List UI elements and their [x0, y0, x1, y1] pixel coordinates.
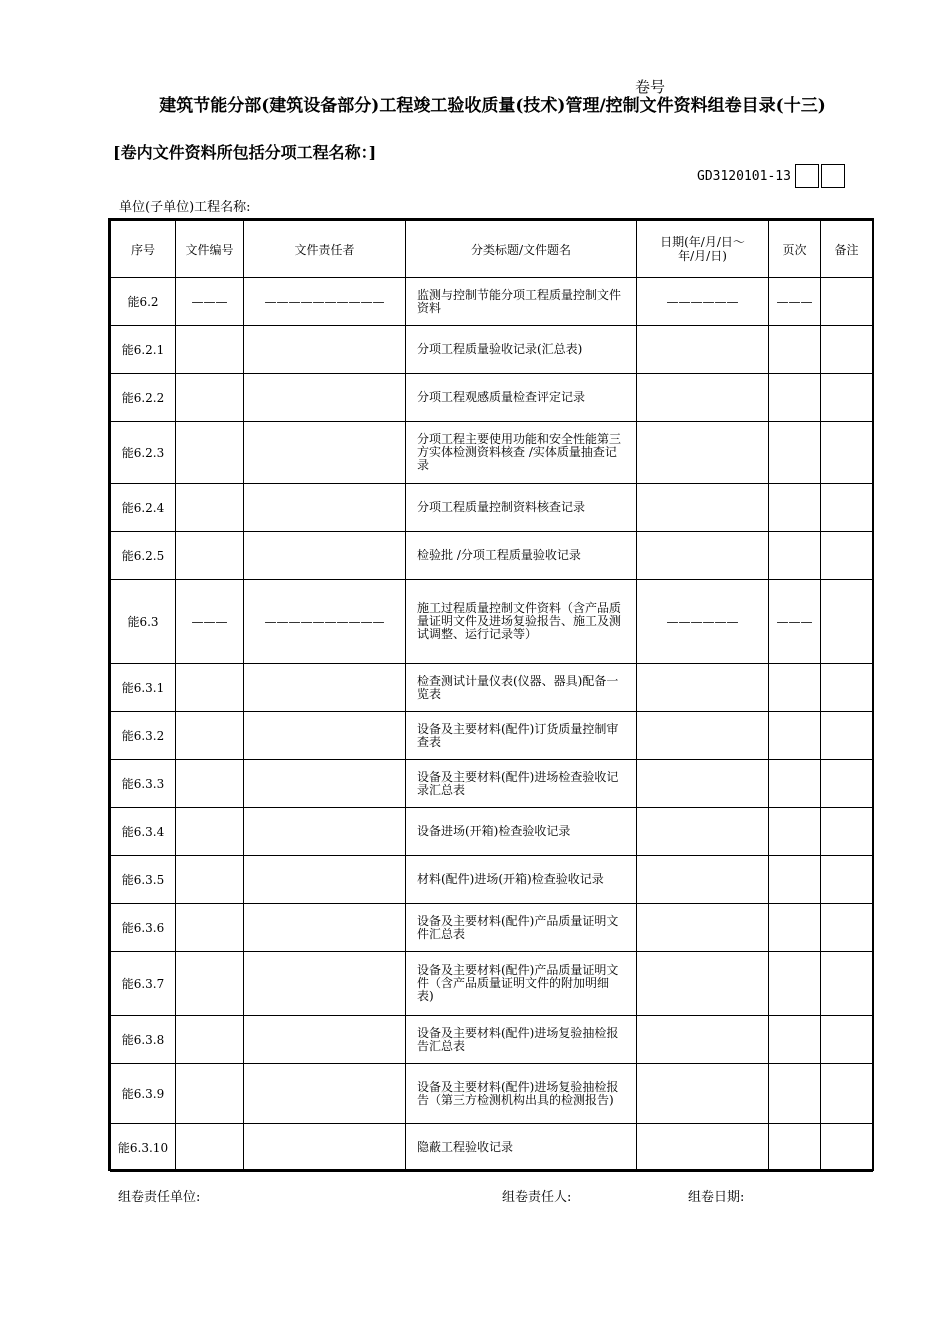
row-pages[interactable]: [769, 1016, 821, 1064]
row-note[interactable]: [821, 532, 873, 580]
row-no: 能6.3.6: [111, 904, 176, 952]
row-note[interactable]: [821, 326, 873, 374]
row-pages[interactable]: [769, 326, 821, 374]
row-responsible[interactable]: [244, 422, 406, 484]
row-file-no[interactable]: [176, 484, 244, 532]
row-note[interactable]: [821, 374, 873, 422]
subitem-name-label: [卷内文件资料所包括分项工程名称：]: [113, 143, 377, 162]
row-no: 能6.3: [111, 580, 176, 664]
row-title: 检查测试计量仪表(仪器、器具)配备一览表: [406, 664, 637, 712]
row-date[interactable]: [637, 856, 769, 904]
header-title: 分类标题/文件题名: [406, 221, 637, 278]
row-responsible[interactable]: [244, 374, 406, 422]
row-note[interactable]: [821, 952, 873, 1016]
row-pages[interactable]: ———: [769, 278, 821, 326]
row-file-no[interactable]: [176, 760, 244, 808]
row-date[interactable]: [637, 952, 769, 1016]
header-pages: 页次: [769, 221, 821, 278]
row-pages[interactable]: [769, 422, 821, 484]
row-title: 设备及主要材料(配件)产品质量证明文件汇总表: [406, 904, 637, 952]
row-responsible[interactable]: ——————————: [244, 580, 406, 664]
row-date[interactable]: [637, 484, 769, 532]
row-responsible[interactable]: ——————————: [244, 278, 406, 326]
table-row: [111, 856, 873, 904]
row-pages[interactable]: [769, 374, 821, 422]
row-responsible[interactable]: [244, 1124, 406, 1172]
row-no: 能6.3.1: [111, 664, 176, 712]
row-no: 能6.3.9: [111, 1064, 176, 1124]
row-file-no[interactable]: [176, 1124, 244, 1172]
row-no: 能6.3.5: [111, 856, 176, 904]
catalog-table: [108, 218, 874, 1171]
row-note[interactable]: [821, 712, 873, 760]
header-file-no: 文件编号: [176, 221, 244, 278]
row-pages[interactable]: [769, 712, 821, 760]
row-no: 能6.3.4: [111, 808, 176, 856]
footer-person-label: 组卷责任人:: [502, 1190, 572, 1205]
table-row: [111, 760, 873, 808]
row-title: 监测与控制节能分项工程质量控制文件资料: [406, 278, 637, 326]
row-note[interactable]: [821, 1124, 873, 1172]
row-responsible[interactable]: [244, 532, 406, 580]
row-no: 能6.3.2: [111, 712, 176, 760]
row-note[interactable]: [821, 856, 873, 904]
table-row: [111, 712, 873, 760]
row-date[interactable]: [637, 664, 769, 712]
row-note[interactable]: [821, 484, 873, 532]
header-note: 备注: [821, 221, 873, 278]
row-note[interactable]: [821, 580, 873, 664]
row-title: 设备及主要材料(配件)订货质量控制审查表: [406, 712, 637, 760]
row-date[interactable]: ——————: [637, 278, 769, 326]
row-no: 能6.3.3: [111, 760, 176, 808]
row-note[interactable]: [821, 278, 873, 326]
row-title: 材料(配件)进场(开箱)检查验收记录: [406, 856, 637, 904]
row-title: 施工过程质量控制文件资料（含产品质量证明文件及进场复验报告、施工及测试调整、运行记录等）: [406, 580, 637, 664]
row-title: 分项工程质量验收记录(汇总表): [406, 326, 637, 374]
table-row: [111, 484, 873, 532]
row-no: 能6.2: [111, 278, 176, 326]
row-date[interactable]: [637, 1124, 769, 1172]
row-date[interactable]: [637, 422, 769, 484]
row-no: 能6.2.1: [111, 326, 176, 374]
table-row: [111, 422, 873, 484]
unit-project-name-label: 单位(子单位)工程名称:: [119, 200, 251, 215]
row-responsible[interactable]: [244, 484, 406, 532]
row-pages[interactable]: [769, 664, 821, 712]
row-file-no[interactable]: [176, 1064, 244, 1124]
row-file-no[interactable]: [176, 374, 244, 422]
row-file-no[interactable]: [176, 712, 244, 760]
row-date[interactable]: [637, 1064, 769, 1124]
row-pages[interactable]: [769, 484, 821, 532]
table-row: [111, 1064, 873, 1124]
row-date[interactable]: [637, 374, 769, 422]
row-pages[interactable]: [769, 856, 821, 904]
code-box-1[interactable]: [795, 164, 819, 188]
row-responsible[interactable]: [244, 760, 406, 808]
row-file-no[interactable]: [176, 664, 244, 712]
table-row: [111, 904, 873, 952]
table-row: [111, 664, 873, 712]
row-file-no[interactable]: [176, 422, 244, 484]
row-note[interactable]: [821, 422, 873, 484]
row-responsible[interactable]: [244, 664, 406, 712]
table-row: [111, 374, 873, 422]
row-date[interactable]: [637, 712, 769, 760]
row-date[interactable]: [637, 326, 769, 374]
row-title: 设备及主要材料(配件)进场复验抽检报告汇总表: [406, 1016, 637, 1064]
page-title: 建筑节能分部(建筑设备部分)工程竣工验收质量(技术)管理/控制文件资料组卷目录(十三): [159, 96, 826, 116]
row-no: 能6.3.10: [111, 1124, 176, 1172]
row-pages[interactable]: [769, 952, 821, 1016]
row-note[interactable]: [821, 664, 873, 712]
table-row: [111, 580, 873, 664]
table-row: [111, 1124, 873, 1172]
row-title: 分项工程质量控制资料核查记录: [406, 484, 637, 532]
row-file-no[interactable]: [176, 326, 244, 374]
row-file-no[interactable]: [176, 1016, 244, 1064]
row-responsible[interactable]: [244, 808, 406, 856]
row-no: 能6.2.2: [111, 374, 176, 422]
row-pages[interactable]: [769, 808, 821, 856]
row-title: 设备进场(开箱)检查验收记录: [406, 808, 637, 856]
header-no: 序号: [111, 221, 176, 278]
row-responsible[interactable]: [244, 712, 406, 760]
row-date[interactable]: [637, 808, 769, 856]
row-date[interactable]: [637, 760, 769, 808]
row-title: 设备及主要材料(配件)进场复验抽检报告（第三方检测机构出具的检测报告): [406, 1064, 637, 1124]
form-code-text: GD3120101-13: [697, 168, 791, 184]
row-date[interactable]: [637, 904, 769, 952]
row-date[interactable]: [637, 532, 769, 580]
footer-date-label: 组卷日期:: [688, 1190, 745, 1205]
row-responsible[interactable]: [244, 952, 406, 1016]
row-file-no[interactable]: [176, 856, 244, 904]
row-pages[interactable]: ———: [769, 580, 821, 664]
row-date[interactable]: [637, 1016, 769, 1064]
volume-number-label: 卷号: [635, 78, 666, 96]
table-row: [111, 532, 873, 580]
code-box-2[interactable]: [821, 164, 845, 188]
row-note[interactable]: [821, 808, 873, 856]
table-row: [111, 278, 873, 326]
row-no: 能6.3.8: [111, 1016, 176, 1064]
footer-unit-label: 组卷责任单位:: [118, 1190, 201, 1205]
row-no: 能6.3.7: [111, 952, 176, 1016]
row-responsible[interactable]: [244, 326, 406, 374]
row-file-no[interactable]: ———: [176, 278, 244, 326]
row-note[interactable]: [821, 760, 873, 808]
row-note[interactable]: [821, 1064, 873, 1124]
row-responsible[interactable]: [244, 904, 406, 952]
row-date[interactable]: ——————: [637, 580, 769, 664]
table-header-row: [111, 221, 873, 278]
row-no: 能6.2.5: [111, 532, 176, 580]
table-row: [111, 326, 873, 374]
row-file-no[interactable]: [176, 952, 244, 1016]
row-note[interactable]: [821, 1016, 873, 1064]
row-no: 能6.2.4: [111, 484, 176, 532]
row-title: 隐蔽工程验收记录: [406, 1124, 637, 1172]
row-file-no[interactable]: [176, 532, 244, 580]
header-date: 日期(年/月/日～年/月/日): [637, 221, 769, 278]
row-title: 设备及主要材料(配件)产品质量证明文件（含产品质量证明文件的附加明细表): [406, 952, 637, 1016]
row-responsible[interactable]: [244, 1064, 406, 1124]
row-file-no[interactable]: [176, 904, 244, 952]
row-pages[interactable]: [769, 532, 821, 580]
row-pages[interactable]: [769, 1064, 821, 1124]
row-responsible[interactable]: [244, 1016, 406, 1064]
row-no: 能6.2.3: [111, 422, 176, 484]
form-code: [697, 163, 845, 189]
table-row: [111, 952, 873, 1016]
table-row: [111, 1016, 873, 1064]
row-title: 检验批 /分项工程质量验收记录: [406, 532, 637, 580]
row-file-no[interactable]: [176, 808, 244, 856]
row-responsible[interactable]: [244, 856, 406, 904]
row-note[interactable]: [821, 904, 873, 952]
row-pages[interactable]: [769, 760, 821, 808]
header-responsible: 文件责任者: [244, 221, 406, 278]
row-pages[interactable]: [769, 1124, 821, 1172]
table-row: [111, 808, 873, 856]
row-title: 分项工程主要使用功能和安全性能第三方实体检测资料核查 /实体质量抽查记录: [406, 422, 637, 484]
row-file-no[interactable]: ———: [176, 580, 244, 664]
row-title: 设备及主要材料(配件)进场检查验收记录汇总表: [406, 760, 637, 808]
row-title: 分项工程观感质量检查评定记录: [406, 374, 637, 422]
row-pages[interactable]: [769, 904, 821, 952]
